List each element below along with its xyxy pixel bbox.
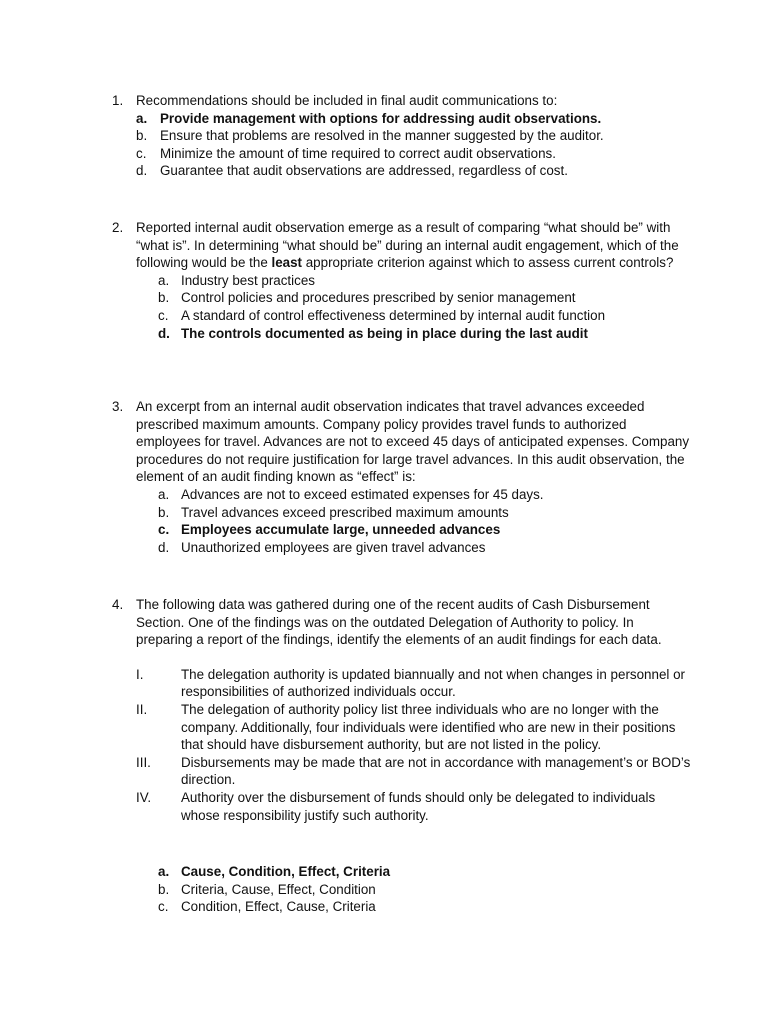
question-1-stem <box>112 92 692 110</box>
option-text: Minimize the amount of time required to correct audit observations. <box>160 145 556 161</box>
option-letter: b. <box>136 128 148 144</box>
question-number: 1. <box>112 93 124 108</box>
question-text-part: Reported internal audit observation emerge as a result of comparing “what should be” with “what is”. In determining “what should be” during an internal audit engagement, which of the following would be the <box>136 220 679 271</box>
data-item-i <box>112 666 692 701</box>
question-4 <box>112 596 692 824</box>
question-number: 3. <box>112 399 124 414</box>
roman-numeral: IV. <box>136 789 152 805</box>
option-text: Criteria, Cause, Effect, Condition <box>181 881 376 897</box>
option-text: Travel advances exceed prescribed maximum amounts <box>181 504 509 520</box>
question-text <box>136 219 692 272</box>
question-text: Recommendations should be included in final audit communications to: <box>136 93 558 108</box>
option-text: Control policies and procedures prescribed by senior management <box>181 290 576 306</box>
option-letter: c. <box>158 522 170 538</box>
option-letter: b. <box>158 881 170 897</box>
option-letter: a. <box>158 272 170 288</box>
question-3 <box>112 398 692 556</box>
option-letter: b. <box>158 290 170 306</box>
answer-option-b <box>112 881 692 899</box>
question-2-stem <box>112 219 692 272</box>
data-item-text: Disbursements may be made that are not in accordance with management’s or BOD’s direction. <box>181 754 691 788</box>
option-text: Advances are not to exceed estimated expenses for 45 days. <box>181 486 544 502</box>
option-letter: c. <box>136 145 147 161</box>
option-letter: a. <box>136 110 148 126</box>
option-text: Ensure that problems are resolved in the manner suggested by the auditor. <box>160 128 604 144</box>
answer-option-a <box>112 272 692 290</box>
option-text: Employees accumulate large, unneeded advances <box>181 522 501 538</box>
option-text: Provide management with options for addressing audit observations. <box>160 110 602 126</box>
option-text: Condition, Effect, Cause, Criteria <box>181 899 376 915</box>
option-letter: c. <box>158 899 169 915</box>
answer-option-b <box>112 289 692 307</box>
data-item-text: The delegation of authority policy list three individuals who are no longer with the company. Additionally, four individuals were identified who are new in their positions that should have disbursement authority, but are not listed in the policy. <box>181 701 676 753</box>
data-item-iii <box>112 754 692 789</box>
answer-option-c <box>112 145 692 163</box>
emphasis-least: least <box>271 255 303 271</box>
data-item-text: Authority over the disbursement of funds should only be delegated to individuals whose responsibility justify such authority. <box>181 789 656 823</box>
question-number: 2. <box>112 220 124 235</box>
answer-option-b <box>112 504 692 522</box>
option-letter: a. <box>158 864 170 879</box>
option-letter: d. <box>158 539 170 555</box>
question-1 <box>112 92 692 180</box>
option-letter: c. <box>158 307 169 323</box>
answer-option-b <box>112 127 692 145</box>
answer-option-a <box>112 110 692 128</box>
roman-numeral: I. <box>136 666 144 682</box>
option-text: The controls documented as being in place during the last audit <box>181 325 588 341</box>
option-text: Unauthorized employees are given travel advances <box>181 539 486 555</box>
answer-option-a <box>112 486 692 504</box>
question-2 <box>112 219 692 342</box>
data-item-ii <box>112 701 692 754</box>
answer-option-d <box>112 539 692 557</box>
option-letter: d. <box>136 163 148 179</box>
option-letter: d. <box>158 325 170 341</box>
roman-numeral: III. <box>136 754 151 770</box>
answer-option-d <box>112 325 692 343</box>
question-4-stem <box>112 596 692 649</box>
option-letter: b. <box>158 504 170 520</box>
data-item-iv <box>112 789 692 824</box>
roman-numeral: II. <box>136 701 148 717</box>
option-text: Guarantee that audit observations are addressed, regardless of cost. <box>160 163 568 179</box>
question-text: The following data was gathered during one of the recent audits of Cash Disbursement Section. One of the findings was on the outdated Delegation of Authority to policy. In preparing a report of the findings, identify the elements of an audit findings for each data. <box>136 597 662 648</box>
question-3-stem <box>112 398 692 486</box>
question-text-part: appropriate criterion against which to assess current controls? <box>302 255 674 271</box>
answer-option-d <box>112 162 692 180</box>
answer-option-c <box>112 307 692 325</box>
data-item-text: The delegation authority is updated biannually and not when changes in personnel or responsibilities of authorized individuals occur. <box>181 666 685 700</box>
option-text: Industry best practices <box>181 272 315 288</box>
question-4-options <box>112 863 692 916</box>
answer-option-a <box>112 863 692 881</box>
answer-option-c <box>112 521 692 539</box>
option-text: A standard of control effectiveness determined by internal audit function <box>181 307 606 323</box>
question-number: 4. <box>112 597 124 612</box>
answer-option-c <box>112 898 692 916</box>
question-text: An excerpt from an internal audit observation indicates that travel advances exceeded prescribed maximum amounts. Company policy provides travel funds to authorized employees for travel. Advances are not to exceed 45 days of anticipated expenses. Company procedures do not require justification for large travel advances. In this audit observation, the element of an audit finding known as “effect” is: <box>136 399 690 485</box>
option-text: Cause, Condition, Effect, Criteria <box>181 864 391 879</box>
option-letter: a. <box>158 486 170 502</box>
